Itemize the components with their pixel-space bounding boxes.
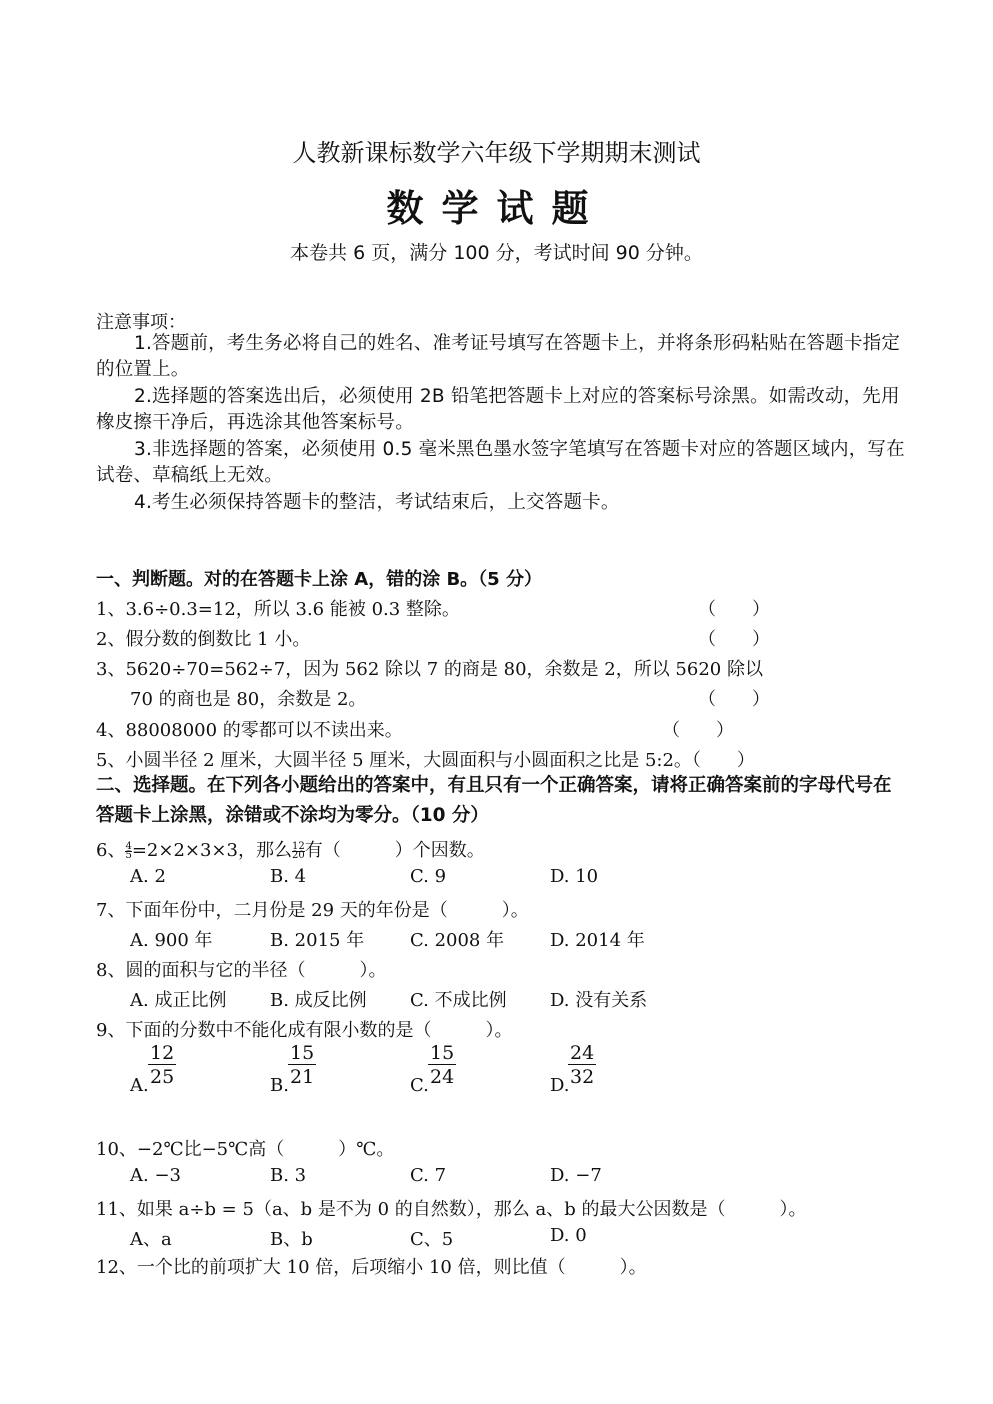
fraction-numerator: 24	[570, 1042, 595, 1064]
question-6-fraction-2	[291, 840, 305, 861]
option-11a: A、a	[130, 1229, 172, 1250]
fraction-denominator: 5	[125, 849, 132, 861]
question-10: 10、−2℃比−5℃高（ ）℃。	[96, 1139, 395, 1160]
section1-heading: 一、判断题。对的在答题卡上涂 A，错的涂 B。（5 分）	[96, 569, 542, 590]
question-11: 11、如果 a÷b = 5（a、b 是不为 0 的自然数），那么 a、b 的最大公因数是（ ）。	[96, 1199, 807, 1220]
option-9b-fraction	[288, 1042, 316, 1089]
notice-item-2: 2.选择题的答案选出后，必须使用 2B 铅笔把答题卡上对应的答案标号涂黑。如需改动，先用橡皮擦干净后，再选涂其他答案标号。	[96, 386, 900, 433]
question-9: 9、下面的分数中不能化成有限小数的是（ ）。	[96, 1020, 513, 1041]
fraction-numerator: 12	[291, 840, 305, 852]
notice-title: 注意事项：	[96, 312, 186, 333]
question-8: 8、圆的面积与它的半径（ ）。	[96, 960, 387, 981]
option-9d-label: D.	[550, 1075, 570, 1096]
option-11d: D. 0	[550, 1225, 587, 1246]
option-11c: C、5	[410, 1229, 454, 1250]
section2-heading: 二、选择题。在下列各小题给出的答案中，有且只有一个正确答案，请将正确答案前的字母代号在答题卡上涂黑，涂错或不涂均为零分。（10 分）	[96, 775, 892, 826]
option-9c-fraction	[428, 1042, 456, 1089]
option-6d: D. 10	[550, 866, 599, 887]
option-9d-fraction	[568, 1042, 596, 1089]
option-8d: D. 没有关系	[550, 990, 648, 1011]
question-7: 7、下面年份中，二月份是 29 天的年份是（ ）。	[96, 900, 529, 921]
fraction-denominator: 21	[290, 1066, 315, 1088]
question-6-prefix: 6、	[96, 840, 126, 861]
option-6a: A. 2	[130, 866, 166, 887]
question-6-mid: =2×2×3×3，那么	[131, 840, 292, 861]
answer-paren-4: （ ）	[662, 720, 734, 741]
option-7b: B. 2015 年	[270, 930, 365, 951]
fraction-denominator: 24	[430, 1066, 455, 1088]
answer-paren-3: （ ）	[698, 689, 770, 710]
option-8a: A. 成正比例	[130, 990, 227, 1011]
option-10a: A. −3	[130, 1165, 181, 1186]
option-7c: C. 2008 年	[410, 930, 505, 951]
notice-item-3: 3.非选择题的答案，必须使用 0.5 毫米黑色墨水签字笔填写在答题卡对应的答题区域内，写在试卷、草稿纸上无效。	[96, 439, 905, 486]
option-6b: B. 4	[270, 866, 307, 887]
fraction-numerator: 15	[430, 1042, 455, 1064]
option-9a-label: A.	[130, 1075, 149, 1096]
fraction-numerator: 12	[150, 1042, 175, 1064]
notice-item-1: 1.答题前，考生务必将自己的姓名、准考证号填写在答题卡上，并将条形码粘贴在答题卡指定的位置上。	[96, 333, 901, 380]
fraction-numerator: 15	[290, 1042, 315, 1064]
option-11b: B、b	[270, 1229, 313, 1250]
option-9b-label: B.	[270, 1075, 289, 1096]
fraction-numerator: 4	[125, 840, 132, 852]
question-5: 5、小圆半径 2 厘米，大圆半径 5 厘米，大圆面积与小圆面积之比是 5:2。（ ）	[96, 750, 755, 771]
fraction-denominator: 25	[150, 1066, 175, 1088]
exam-info: 本卷共 6 页，满分 100 分，考试时间 90 分钟。	[290, 242, 703, 264]
question-3-line2: 70 的商也是 80，余数是 2。	[130, 689, 367, 710]
answer-paren-1: （ ）	[698, 599, 770, 620]
option-7a: A. 900 年	[130, 930, 213, 951]
exam-subtitle: 人教新课标数学六年级下学期期末测试	[292, 139, 701, 167]
question-6	[96, 836, 485, 862]
question-2: 2、假分数的倒数比 1 小。	[96, 629, 311, 650]
option-8c: C. 不成比例	[410, 990, 507, 1011]
fraction-denominator: 20	[291, 849, 305, 861]
answer-paren-2: （ ）	[698, 629, 770, 650]
option-7d: D. 2014 年	[550, 930, 645, 951]
question-12: 12、一个比的前项扩大 10 倍，后项缩小 10 倍，则比值（ ）。	[96, 1257, 647, 1278]
question-3-line1: 3、5620÷70=562÷7，因为 562 除以 7 的商是 80，余数是 2，所以 5620 除以	[96, 659, 763, 680]
option-9a-fraction	[148, 1042, 176, 1089]
option-10d: D. −7	[550, 1165, 602, 1186]
notice-item-4: 4.考生必须保持答题卡的整洁，考试结束后，上交答题卡。	[134, 492, 620, 513]
fraction-denominator: 32	[570, 1066, 595, 1088]
option-10b: B. 3	[270, 1165, 307, 1186]
question-4: 4、88008000 的零都可以不读出来。	[96, 720, 403, 741]
option-6c: C. 9	[410, 866, 447, 887]
question-1: 1、3.6÷0.3=12，所以 3.6 能被 0.3 整除。	[96, 599, 460, 620]
option-8b: B. 成反比例	[270, 990, 367, 1011]
option-9c-label: C.	[410, 1075, 429, 1096]
option-10c: C. 7	[410, 1165, 447, 1186]
question-6-suffix: 有（ ）个因数。	[304, 840, 485, 861]
exam-title: 数学试题	[386, 187, 607, 230]
